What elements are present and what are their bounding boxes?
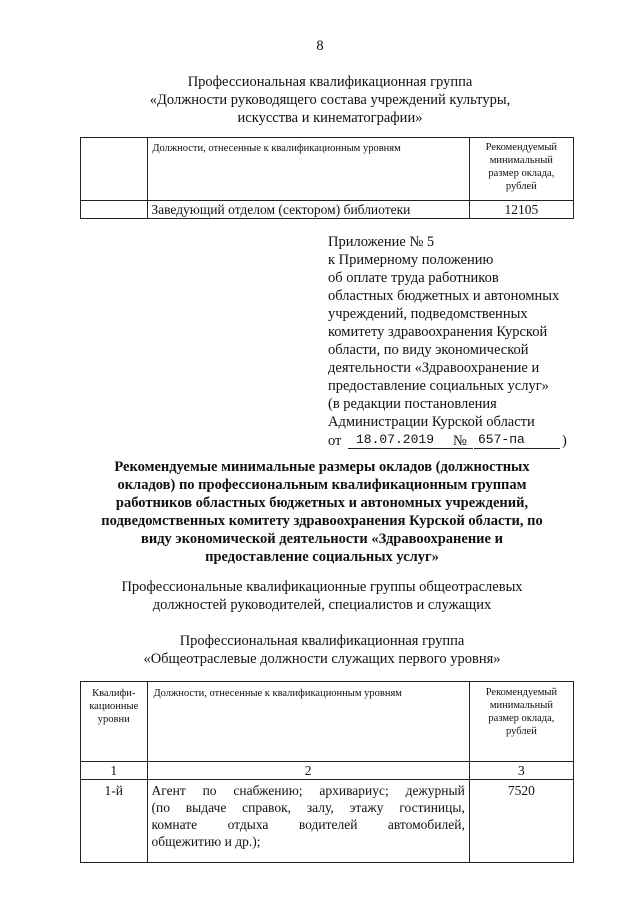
row-position-line: общежитию и др.); [151,834,261,849]
appendix-date-line [328,431,608,451]
main-heading-line: подведомственных комитету здравоохранения Курской области, по [101,513,543,529]
appendix-line: деятельности «Здравоохранение и [328,360,540,376]
appendix-line: (в редакции постановления [328,396,497,412]
group2-table [80,681,574,863]
close-paren: ) [562,433,567,449]
main-heading-line: предоставление социальных услуг» [205,549,439,565]
group1-title-line: «Должности руководящего состава учреждений культуры, [149,92,511,108]
row-position: Заведующий отделом (сектором) библиотеки [148,201,469,219]
row-position-line: (по выдаче справок, залу, этажу гостиницы, [151,800,465,815]
main-heading-line: Рекомендуемые минимальные размеры окладов (должностных [114,459,530,475]
group2-title-line: Профессиональная квалификационная группа [179,633,465,649]
appendix-line: предоставление социальных услуг» [328,378,549,394]
header-salary-line: Рекомендуемый [485,687,558,698]
column-number: 3 [469,762,573,780]
appendix-line: учреждений, подведомственных [328,306,528,322]
group1-title-line: искусства и кинематографии» [237,110,423,126]
section-heading-line: должностей руководителей, специалистов и служащих [152,597,492,613]
header-salary-line: минимальный [489,155,553,166]
empty-cell [81,201,148,219]
group1-title [90,73,570,127]
appendix-line: комитету здравоохранения Курской [328,324,548,340]
row-position [147,780,469,863]
group2-title-line: «Общеотраслевые должности служащих первого уровня» [143,651,501,667]
header-salary-line: рублей [506,726,537,737]
appendix-block [328,233,608,451]
header-salary-line: рублей [505,181,537,192]
appendix-line: области, по виду экономической [328,342,529,358]
appendix-line: к Примерному положению [328,252,494,268]
row-position-line: комнате отдыха водителей автомобилей, [151,817,465,832]
main-heading [72,458,572,566]
appendix-line: Администрации Курской области [328,414,535,430]
group2-title [72,632,572,668]
table-row [81,201,574,219]
header-position: Должности, отнесенные к квалификационным уровням [148,138,469,201]
header-salary-line: размер оклада, [488,713,555,724]
column-number: 1 [81,762,148,780]
column-number-row [81,762,574,780]
header-salary-line: размер оклада, [488,168,555,179]
main-heading-line: работников областных бюджетных и автономных учреждений, [115,495,529,511]
group1-table [80,137,574,219]
header-salary-line: Рекомендуемый [485,142,558,153]
header-salary [469,682,573,762]
appendix-line: Приложение № 5 [328,234,435,250]
header-level-line: Квалифи- [92,688,136,699]
table-header-row [81,138,574,201]
number-label: № [453,433,467,449]
document-number: 657-па [478,432,525,447]
main-heading-line: окладов) по профессиональным квалификационным группам [117,477,527,493]
group1-title-line: Профессиональная квалификационная группа [187,74,473,90]
row-salary: 12105 [469,201,573,219]
document-date: 18.07.2019 [356,432,435,447]
section-heading [72,578,572,614]
header-salary [469,138,573,201]
header-level [81,682,148,762]
page-number: 8 [316,38,324,54]
table-header-row [81,682,574,762]
row-position-line: Агент по снабжению; архивариус; дежурный [151,783,465,798]
column-number: 2 [147,762,469,780]
from-label: от [328,433,342,449]
header-level-line: кационные [89,701,139,712]
header-position: Должности, отнесенные к квалификационным уровням [147,682,469,762]
main-heading-line: виду экономической деятельности «Здравоохранение и [141,531,503,547]
section-heading-line: Профессиональные квалификационные группы общеотраслевых [121,579,523,595]
header-level-line: уровни [97,714,130,725]
empty-cell [81,138,148,201]
row-level: 1-й [81,780,148,863]
row-salary: 7520 [469,780,573,863]
header-salary-line: минимальный [489,700,553,711]
table-row [81,780,574,863]
appendix-line: об оплате труда работников [328,270,499,286]
appendix-line: областных бюджетных и автономных [328,288,560,304]
